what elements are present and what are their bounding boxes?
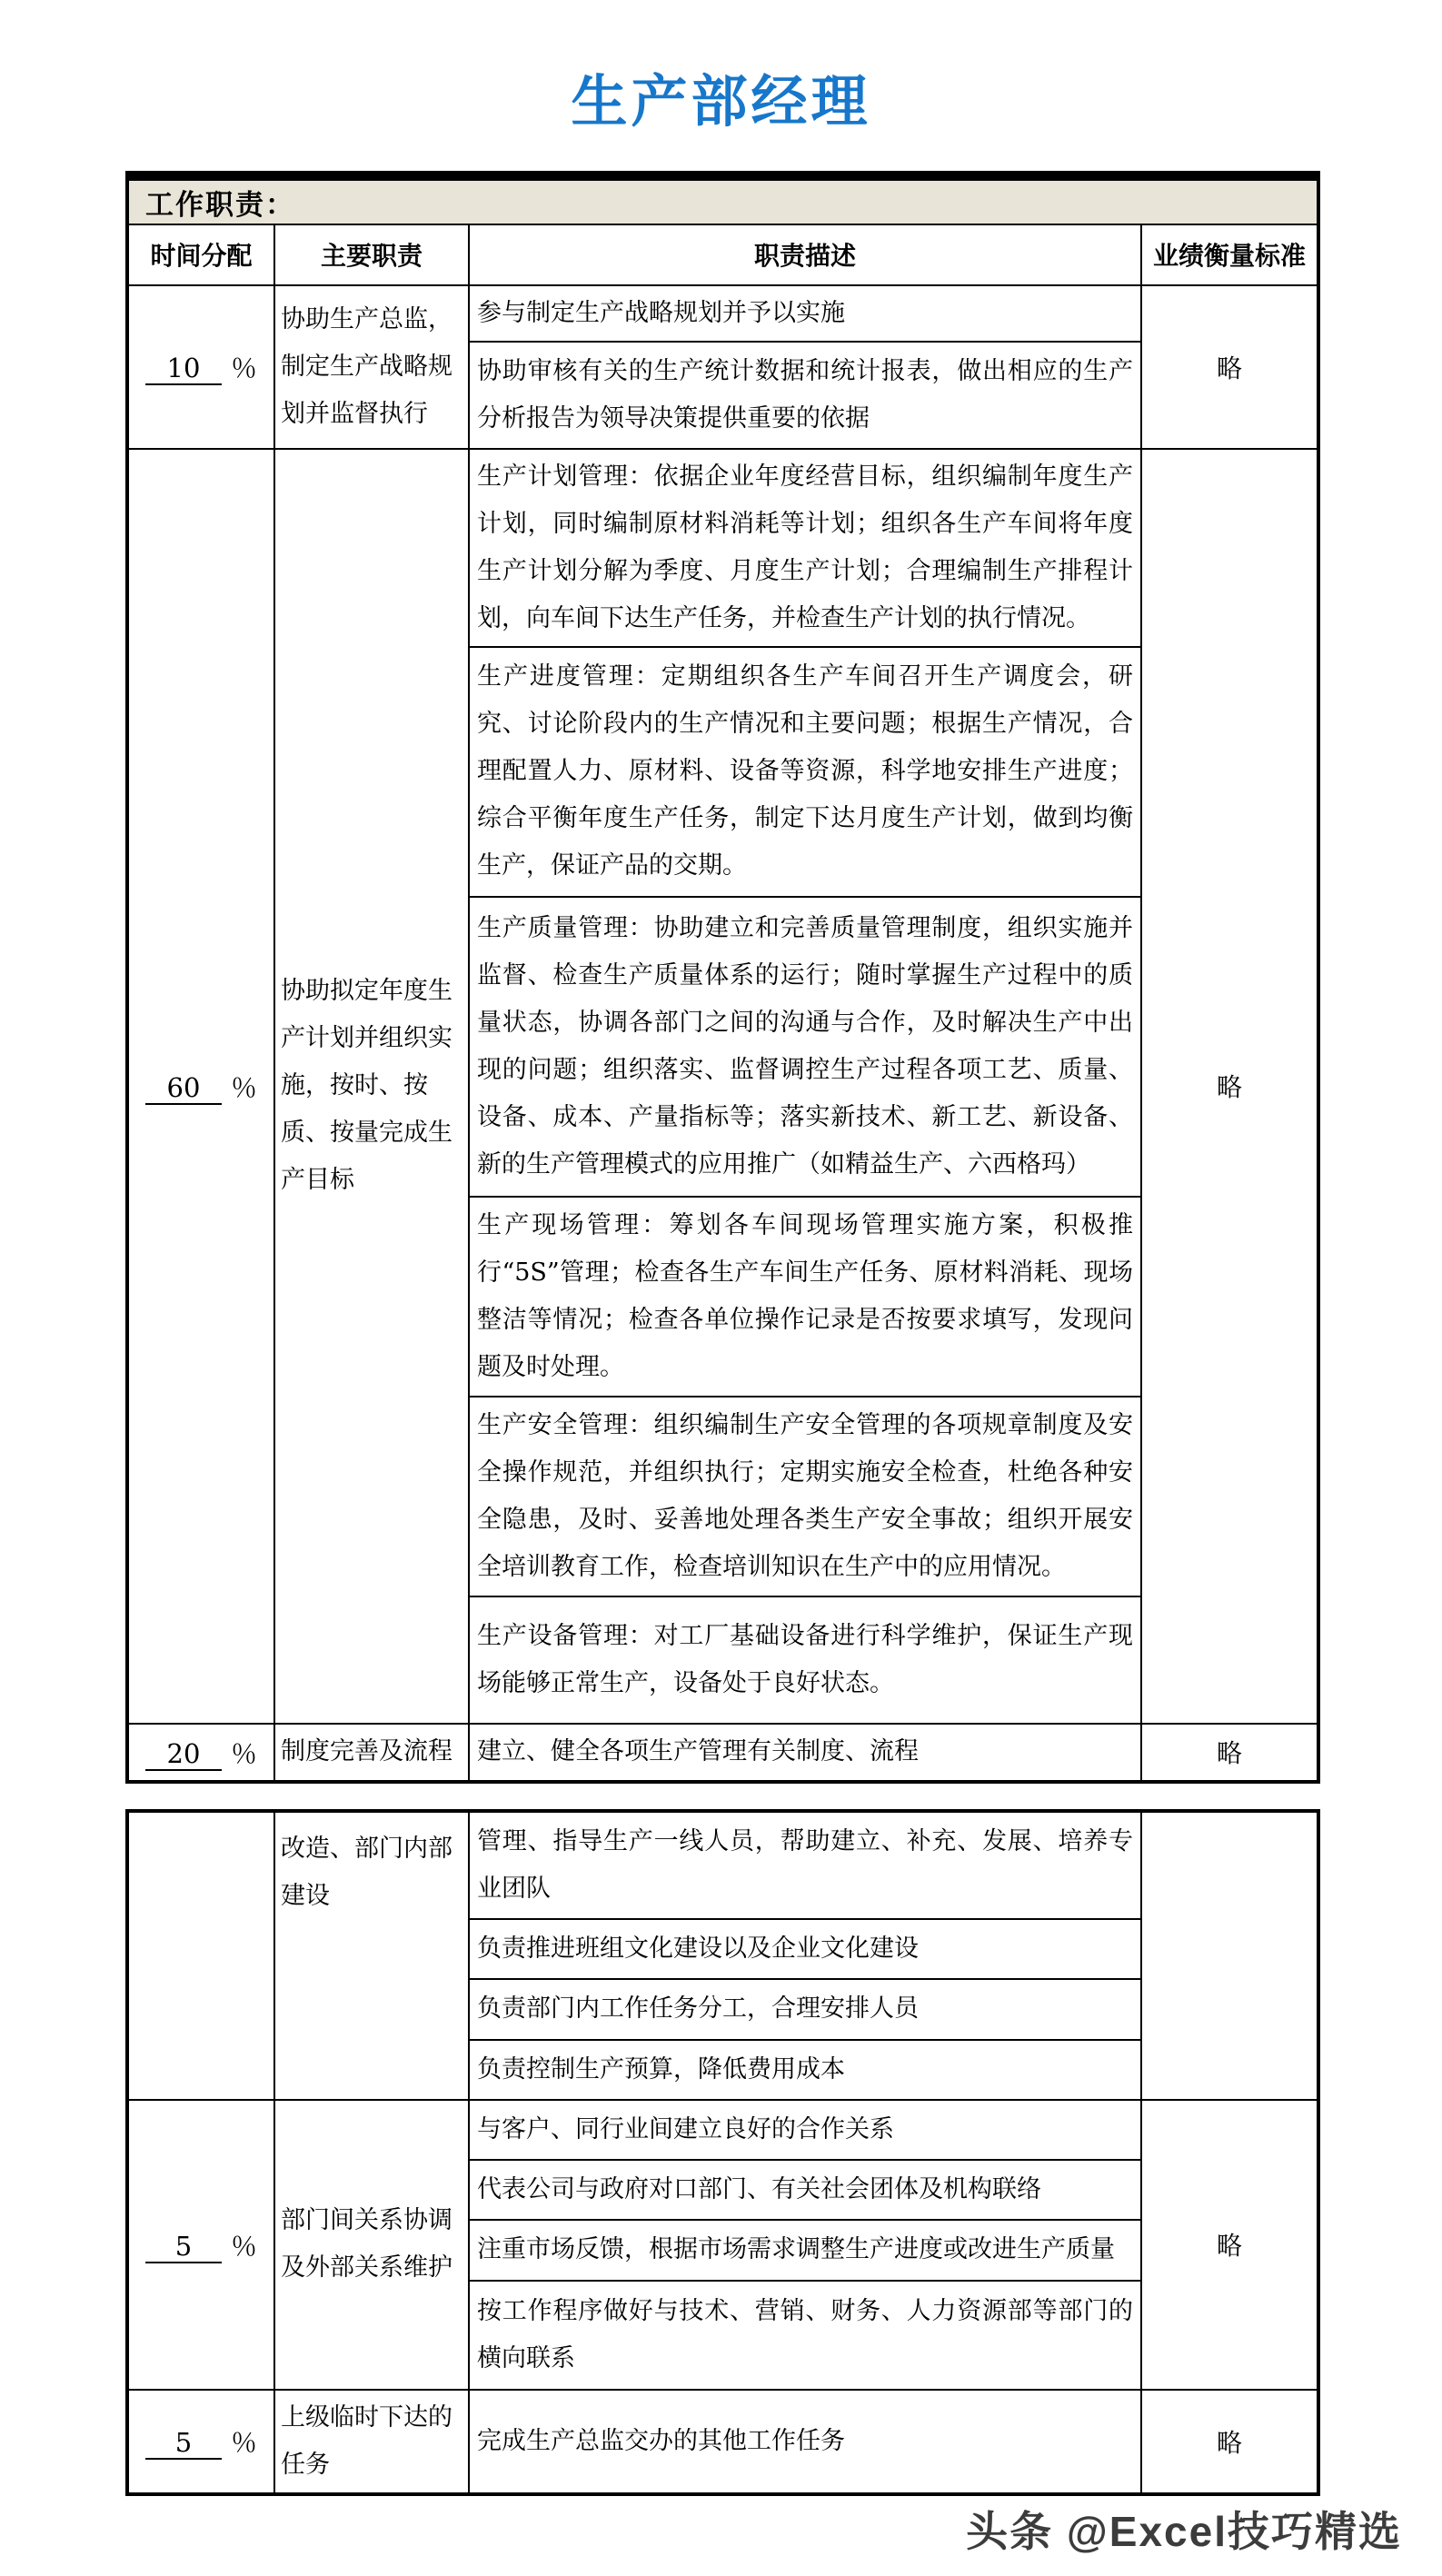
time-allocation-cell [127,1724,274,1782]
description-cell: 负责控制生产预算，降低费用成本 [469,2040,1141,2100]
job-duties-table [125,171,1320,1784]
main-duty-cell: 上级临时下达的任务 [274,2390,469,2494]
time-allocation-cell [127,2100,274,2390]
description-cell: 生产现场管理：筹划各车间现场管理实施方案，积极推行“5S”管理；检查各生产车间生产任务、原材料消耗、现场整洁等情况；检查各单位操作记录是否按要求填写，发现问题及时处理。 [469,1197,1141,1397]
description-cell: 生产进度管理：定期组织各生产车间召开生产调度会，研究、讨论阶段内的生产情况和主要问题；根据生产情况，合理配置人力、原材料、设备等资源，科学地安排生产进度；综合平衡年度生产任务，制定下达月度生产计划，做到均衡生产，保证产品的交期。 [469,647,1141,897]
column-header-main-duty: 主要职责 [274,224,469,285]
description-cell: 生产安全管理：组织编制生产安全管理的各项规章制度及安全操作规范，并组织执行；定期实施安全检查，杜绝各种安全隐患，及时、妥善地处理各类生产安全事故；组织开展安全培训教育工作，检查培训知识在生产中的应用情况。 [469,1397,1141,1596]
description-cell: 参与制定生产战略规划并予以实施 [469,285,1141,342]
description-cell: 协助审核有关的生产统计数据和统计报表，做出相应的生产分析报告为领导决策提供重要的依据 [469,342,1141,449]
main-duty-cell: 部门间关系协调及外部关系维护 [274,2100,469,2390]
measure-cell: 略 [1141,449,1318,1724]
percent-sign: ％ [230,2230,257,2262]
main-duty-cell: 制度完善及流程 [274,1724,469,1782]
description-cell: 注重市场反馈，根据市场需求调整生产进度或改进生产质量 [469,2220,1141,2281]
percent-sign: ％ [230,1737,257,1769]
description-cell: 与客户、同行业间建立良好的合作关系 [469,2100,1141,2160]
measure-cell: 略 [1141,2100,1318,2390]
measure-cell: 略 [1141,285,1318,449]
description-cell: 代表公司与政府对口部门、有关社会团体及机构联络 [469,2160,1141,2220]
measure-cell: 略 [1141,1724,1318,1782]
table-caption: 工作职责： [127,176,1318,224]
column-header-description: 职责描述 [469,224,1141,285]
description-cell: 生产设备管理：对工厂基础设备进行科学维护，保证生产现场能够正常生产，设备处于良好状态。 [469,1596,1141,1724]
measure-cell [1141,1811,1318,2100]
description-cell: 负责部门内工作任务分工，合理安排人员 [469,1979,1141,2040]
column-header-time-allocation: 时间分配 [127,224,274,285]
time-allocation-cell [127,1811,274,2100]
time-percent-value: 60 [145,1072,222,1105]
time-allocation-cell [127,2390,274,2494]
time-allocation-cell [127,449,274,1724]
description-cell: 建立、健全各项生产管理有关制度、流程 [469,1724,1141,1782]
column-header-measure: 业绩衡量标准 [1141,224,1318,285]
percent-sign: ％ [230,1071,257,1103]
main-duty-cell: 协助生产总监，制定生产战略规划并监督执行 [274,285,469,449]
time-percent-value: 20 [145,1738,222,1771]
description-cell: 生产质量管理：协助建立和完善质量管理制度，组织实施并监督、检查生产质量体系的运行；随时掌握生产过程中的质量状态，协调各部门之间的沟通与合作，及时解决生产中出现的问题；组织落实、监督调控生产过程各项工艺、质量、设备、成本、产量指标等；落实新技术、新工艺、新设备、新的生产管理模式的应用推广（如精益生产、六西格玛） [469,897,1141,1197]
page-title: 生产部经理 [571,71,871,134]
main-duty-cell: 协助拟定年度生产计划并组织实施，按时、按质、按量完成生产目标 [274,449,469,1724]
job-duties-table-continued [125,1809,1320,2496]
percent-sign: ％ [230,353,257,383]
time-percent-value: 5 [145,2427,222,2460]
description-cell: 负责推进班组文化建设以及企业文化建设 [469,1919,1141,1979]
time-allocation-cell [127,285,274,449]
description-cell: 按工作程序做好与技术、营销、财务、人力资源部等部门的横向联系 [469,2281,1141,2390]
measure-cell: 略 [1141,2390,1318,2494]
percent-sign: ％ [230,2427,257,2458]
main-duty-cell: 改造、部门内部建设 [274,1811,469,2100]
time-percent-value: 5 [145,2231,222,2263]
description-cell: 完成生产总监交办的其他工作任务 [469,2390,1141,2494]
description-cell: 生产计划管理：依据企业年度经营目标，组织编制年度生产计划，同时编制原材料消耗等计划；组织各生产车间将年度生产计划分解为季度、月度生产计划；合理编制生产排程计划，向车间下达生产任务，并检查生产计划的执行情况。 [469,449,1141,647]
description-cell: 管理、指导生产一线人员，帮助建立、补充、发展、培养专业团队 [469,1811,1141,1919]
time-percent-value: 10 [145,353,222,385]
watermark: 头条 @Excel技巧精选 [966,2508,1402,2555]
